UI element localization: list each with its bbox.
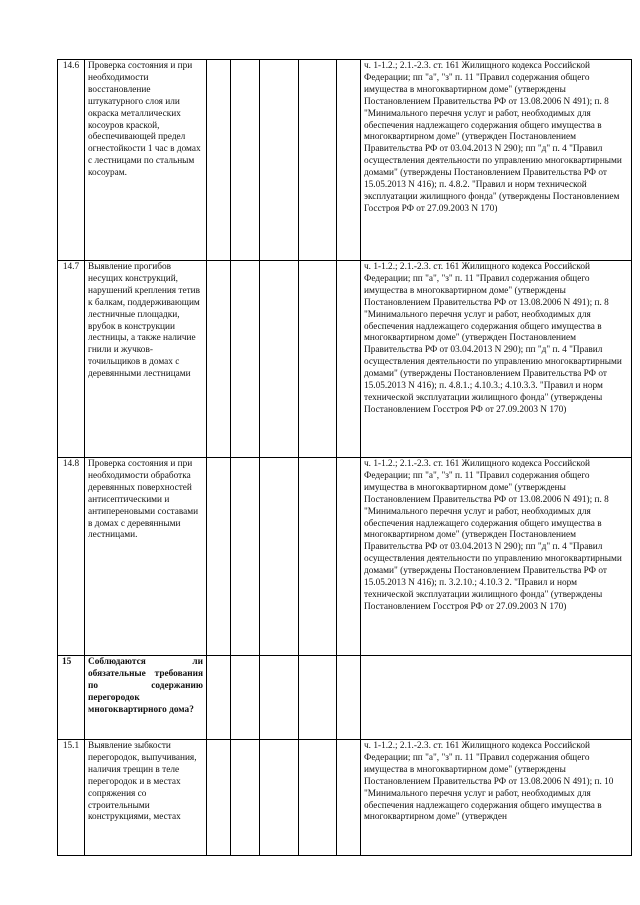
answer-cell-yes xyxy=(207,60,231,261)
requirement-text: Проверка состояния и при необходимости обработка деревянных поверхностей антисептическими и антипереновыми составами в домах с деревянными лестницами. xyxy=(85,458,207,656)
answer-cell-extra xyxy=(299,60,337,261)
answer-cell-no xyxy=(231,60,260,261)
legal-reference xyxy=(361,656,632,740)
answer-cell-na xyxy=(260,740,299,856)
answer-cell-no xyxy=(231,740,260,856)
checklist-table xyxy=(57,59,632,856)
answer-cell-yes xyxy=(207,458,231,656)
answer-cell-no xyxy=(231,261,260,458)
answer-cell-yes xyxy=(207,656,231,740)
answer-cell-extra xyxy=(299,458,337,656)
document-page xyxy=(57,59,631,856)
item-number: 14.8 xyxy=(58,458,85,656)
answer-cell-yes xyxy=(207,740,231,856)
answer-cell-comment xyxy=(337,458,361,656)
requirement-text: Проверка состояния и при необходимости восстановление штукатурного слоя или окраска металлических косоуров краской, обеспечивающей предел огнестойкости 1 час в домах с лестницами по стальным косоурам. xyxy=(85,60,207,261)
answer-cell-no xyxy=(231,656,260,740)
table-row xyxy=(58,740,632,856)
legal-reference: ч. 1-1.2.; 2.1.-2.3. ст. 161 Жилищного кодекса Российской Федерации; пп "а", "з" п. 11 "Правил содержания общего имущества в многоквартирном доме" (утверждены Постановлением Правительства РФ от 13.08.2006 N 491); п. 8 "Минимального перечня услуг и работ, необходимых для обеспечения надлежащего содержания общего имущества в многоквартирном доме" (утвержден Постановлением Правительства РФ от 03.04.2013 N 290); пп "д" п. 4 "Правил осуществления деятельности по управлению многоквартирными домами" (утверждены Постановлением Правительства РФ от 15.05.2013 N 416); п. 4.8.1.; 4.10.3.; 4.10.3.3. "Правил и норм технической эксплуатации жилищного фонда" (утверждены Постановлением Госстроя РФ от 27.09.2003 N 170) xyxy=(361,261,632,458)
answer-cell-comment xyxy=(337,656,361,740)
legal-reference: ч. 1-1.2.; 2.1.-2.3. ст. 161 Жилищного кодекса Российской Федерации; пп "а", "з" п. 11 "Правил содержания общего имущества в многоквартирном доме" (утверждены Постановлением Правительства РФ от 13.08.2006 N 491); п. 8 "Минимального перечня услуг и работ, необходимых для обеспечения надлежащего содержания общего имущества в многоквартирном доме" (утвержден Постановлением Правительства РФ от 03.04.2013 N 290); пп "д" п. 4 "Правил осуществления деятельности по управлению многоквартирными домами" (утверждены Постановлением Правительства РФ от 15.05.2013 N 416); п. 4.8.2. "Правил и норм технической эксплуатации жилищного фонда" (утверждены Постановлением Госстроя РФ от 27.09.2003 N 170) xyxy=(361,60,632,261)
section-number: 15 xyxy=(58,656,85,740)
requirement-text: Выявление прогибов несущих конструкций, нарушений крепления тетив к балкам, поддерживающим лестничные площадки, врубок в конструкции лестницы, а также наличие гнили и жучков-точильщиков в домах с деревянными лестницами xyxy=(85,261,207,458)
answer-cell-no xyxy=(231,458,260,656)
answer-cell-extra xyxy=(299,656,337,740)
legal-reference: ч. 1-1.2.; 2.1.-2.3. ст. 161 Жилищного кодекса Российской Федерации; пп "а", "з" п. 11 "Правил содержания общего имущества в многоквартирном доме" (утверждены Постановлением Правительства РФ от 13.08.2006 N 491); п. 8 "Минимального перечня услуг и работ, необходимых для обеспечения надлежащего содержания общего имущества в многоквартирном доме" (утвержден Постановлением Правительства РФ от 03.04.2013 N 290); пп "д" п. 4 "Правил осуществления деятельности по управлению многоквартирными домами" (утверждены Постановлением Правительства РФ от 15.05.2013 N 416); п. 3.2.10.; 4.10.3 2. "Правил и норм технической эксплуатации жилищного фонда" (утверждены Постановлением Госстроя РФ от 27.09.2003 N 170) xyxy=(361,458,632,656)
table-row xyxy=(58,261,632,458)
answer-cell-na xyxy=(260,261,299,458)
legal-reference: ч. 1-1.2.; 2.1.-2.3. ст. 161 Жилищного кодекса Российской Федерации; пп "а", "з" п. 11 "Правил содержания общего имущества в многоквартирном доме" (утверждены Постановлением Правительства РФ от 13.08.2006 N 491); п. 10 "Минимального перечня услуг и работ, необходимых для обеспечения надлежащего содержания общего имущества в многоквартирном доме" (утвержден xyxy=(361,740,632,856)
item-number: 15.1 xyxy=(58,740,85,856)
requirement-text: Выявление зыбкости перегородок, выпучивания, наличия трещин в теле перегородок и в местах сопряжения со строительными конструкциями, местах xyxy=(85,740,207,856)
answer-cell-na xyxy=(260,656,299,740)
answer-cell-na xyxy=(260,60,299,261)
answer-cell-yes xyxy=(207,261,231,458)
answer-cell-comment xyxy=(337,261,361,458)
table-row xyxy=(58,60,632,261)
item-number: 14.6 xyxy=(58,60,85,261)
answer-cell-na xyxy=(260,458,299,656)
section-header-row xyxy=(58,656,632,740)
item-number: 14.7 xyxy=(58,261,85,458)
answer-cell-extra xyxy=(299,740,337,856)
section-question: Соблюдаются ли обязательные требования по содержанию перегородок многоквартирного дома? xyxy=(85,656,207,740)
table-row xyxy=(58,458,632,656)
answer-cell-extra xyxy=(299,261,337,458)
answer-cell-comment xyxy=(337,740,361,856)
answer-cell-comment xyxy=(337,60,361,261)
